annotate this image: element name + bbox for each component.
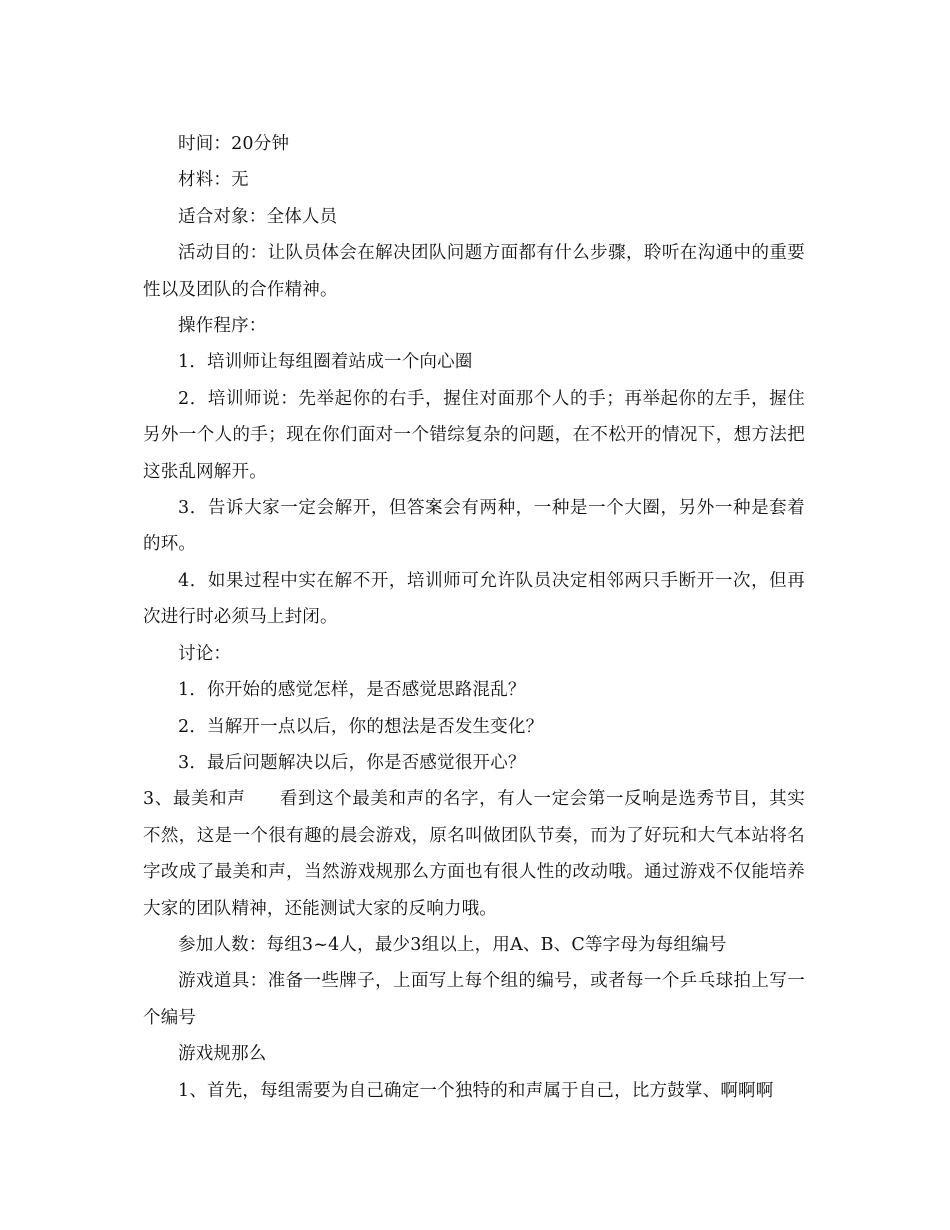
audience-line: 适合对象：全体人员 bbox=[178, 206, 338, 227]
procedure-step-1: 1．培训师让每组圈着站成一个向心圈 bbox=[178, 352, 473, 373]
purpose-paragraph: 活动目的：让队员体会在解决团队问题方面都有什么步骤，聆听在沟通中的重要性以及团队的合作精神。 bbox=[143, 243, 805, 300]
procedure-step-4: 4．如果过程中实在解不开，培训师可允许队员决定相邻两只手断开一次，但再次进行时必须马上封闭。 bbox=[143, 570, 805, 628]
discussion-question-1: 1．你开始的感觉怎样，是否感觉思路混乱？ bbox=[178, 680, 526, 701]
discussion-question-3: 3．最后问题解决以后，你是否感觉很开心？ bbox=[178, 752, 526, 773]
participants-line: 参加人数：每组3~4人，最少3组以上，用A、B、C等字母为每组编号 bbox=[178, 934, 727, 955]
procedure-step-2: 2．培训师说：先举起你的右手，握住对面那个人的手；再举起你的左手，握住另外一个人的手；现在你们面对一个错综复杂的问题，在不松开的情况下，想方法把这张乱网解开。 bbox=[143, 388, 805, 482]
props-paragraph: 游戏道具：准备一些牌子，上面写上每个组的编号，或者每一个乒乓球拍上写一个编号 bbox=[143, 971, 805, 1028]
section-3-paragraph bbox=[143, 781, 805, 927]
time-line: 时间：20分钟 bbox=[178, 134, 290, 154]
section-3-title: 3、最美和声 bbox=[143, 789, 246, 810]
document-page bbox=[143, 126, 805, 1109]
rule-1: 1、首先，每组需要为自己确定一个独特的和声属于自己，比方鼓掌、啊啊啊 bbox=[178, 1080, 774, 1101]
discussion-heading: 讨论： bbox=[178, 643, 232, 664]
procedure-step-3: 3．告诉大家一定会解开，但答案会有两种，一种是一个大圈，另外一种是套着的环。 bbox=[143, 498, 805, 555]
discussion-question-2: 2．当解开一点以后，你的想法是否发生变化？ bbox=[178, 716, 544, 737]
section-3-intro: 看到这个最美和声的名字，有人一定会第一反响是选秀节目，其实不然，这是一个很有趣的晨会游戏，原名叫做团队节奏，而为了好玩和大气本站将名字改成了最美和声，当然游戏规那么方面也有很人性的改动哦。通过游戏不仅能培养大家的团队精神，还能测试大家的反响力哦。 bbox=[143, 789, 805, 919]
materials-line: 材料：无 bbox=[178, 170, 249, 191]
procedure-heading: 操作程序： bbox=[178, 316, 267, 337]
rules-heading: 游戏规那么 bbox=[178, 1044, 267, 1065]
